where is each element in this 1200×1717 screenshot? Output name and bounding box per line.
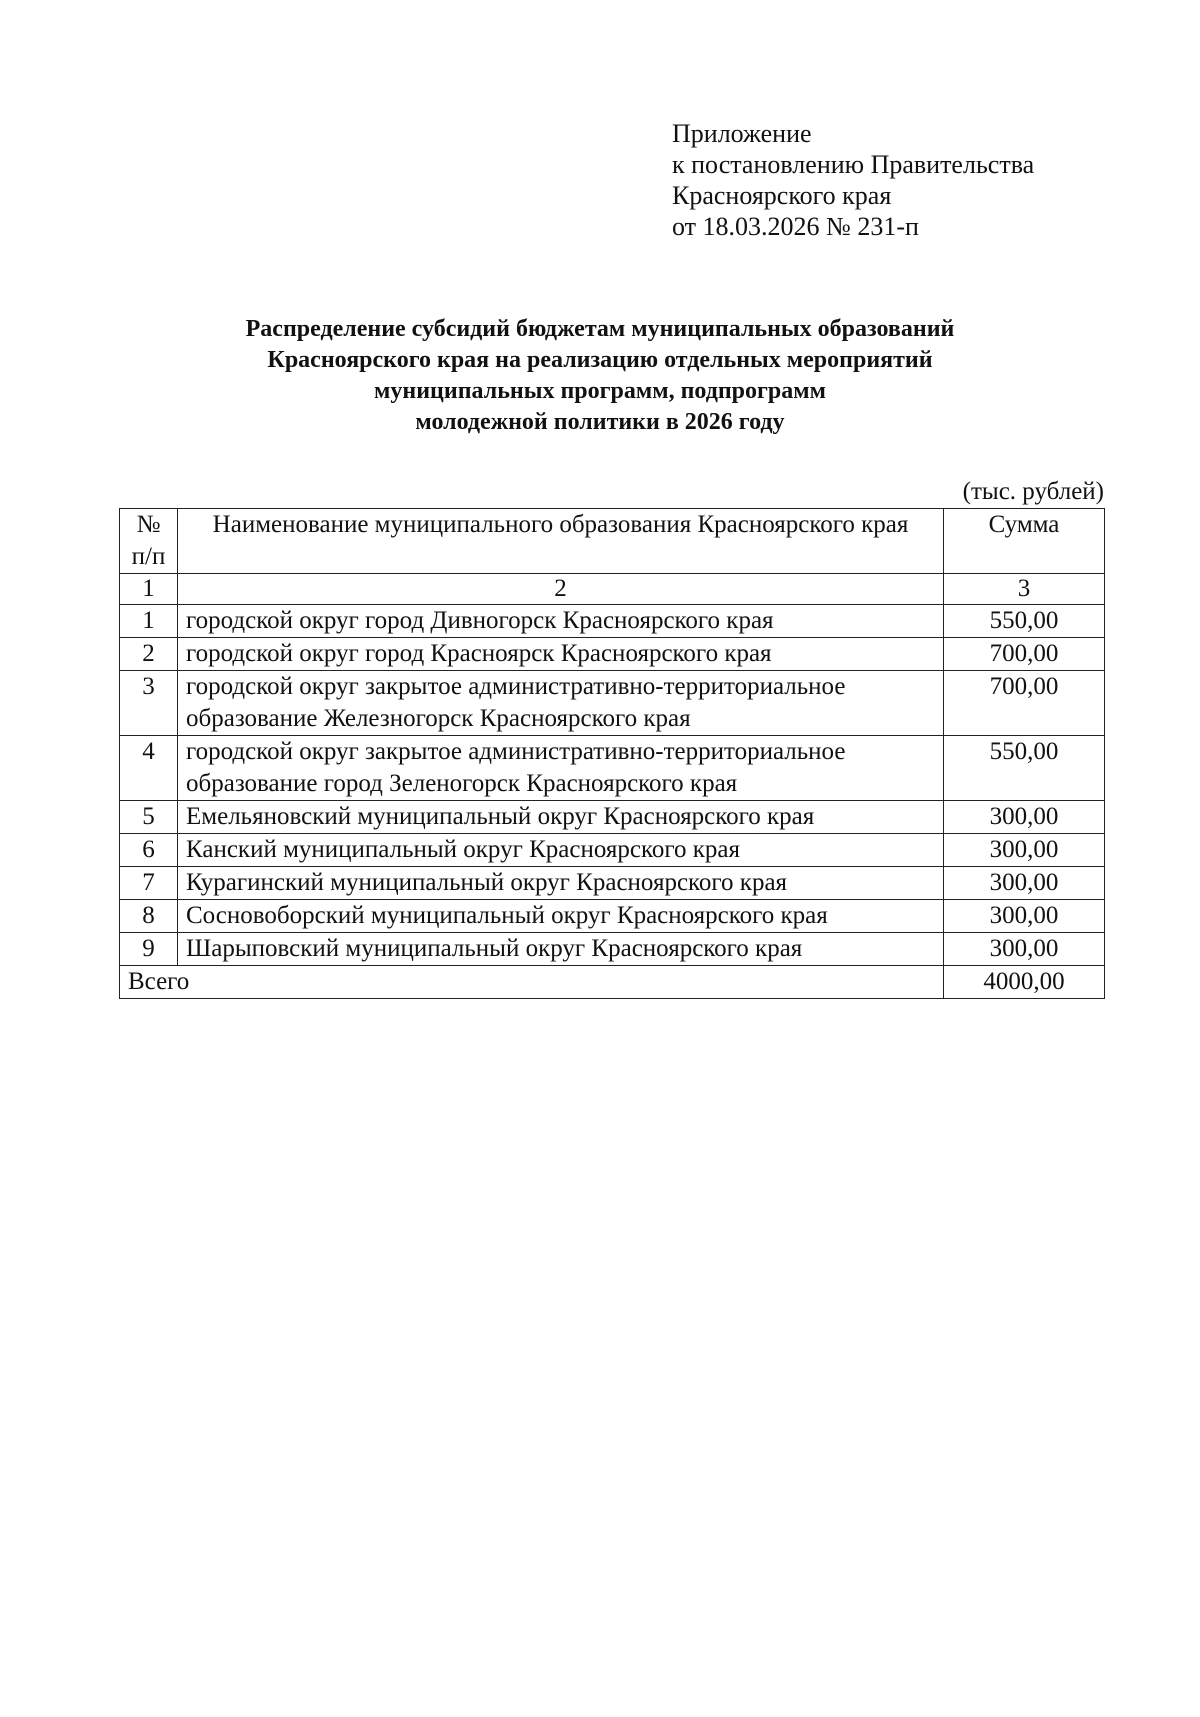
row-name: городской округ закрытое административно-территориальное образование Железногорск Красноярского края xyxy=(178,671,944,736)
row-name: Сосновоборский муниципальный округ Красноярского края xyxy=(178,900,944,933)
column-index: 3 xyxy=(944,574,1105,605)
table-row xyxy=(120,867,1105,900)
title-line: Распределение субсидий бюджетам муниципальных образований xyxy=(245,316,955,342)
row-name: Канский муниципальный округ Красноярского края xyxy=(178,834,944,867)
row-num: 9 xyxy=(120,933,178,966)
row-sum: 300,00 xyxy=(944,867,1105,900)
row-sum: 300,00 xyxy=(944,801,1105,834)
row-num: 8 xyxy=(120,900,178,933)
table-row xyxy=(120,801,1105,834)
appendix-line: Приложение xyxy=(672,119,812,148)
row-num: 7 xyxy=(120,867,178,900)
row-name: Емельяновский муниципальный округ Красноярского края xyxy=(178,801,944,834)
row-sum: 300,00 xyxy=(944,900,1105,933)
total-label: Всего xyxy=(120,966,944,999)
table-header-row xyxy=(120,509,1105,574)
title-line: молодежной политики в 2026 году xyxy=(415,409,785,435)
row-num: 6 xyxy=(120,834,178,867)
allocation-table xyxy=(119,508,1105,999)
appendix-block xyxy=(672,118,1034,242)
row-num: 3 xyxy=(120,671,178,736)
total-sum: 4000,00 xyxy=(944,966,1105,999)
table-row xyxy=(120,736,1105,801)
row-num: 2 xyxy=(120,638,178,671)
row-sum: 550,00 xyxy=(944,605,1105,638)
row-name: городской округ закрытое административно-территориальное образование город Зеленогорск Красноярского края xyxy=(178,736,944,801)
table-row xyxy=(120,638,1105,671)
column-index: 2 xyxy=(178,574,944,605)
row-sum: 300,00 xyxy=(944,933,1105,966)
row-sum: 550,00 xyxy=(944,736,1105,801)
table-row xyxy=(120,834,1105,867)
document-title xyxy=(120,314,1080,438)
total-row xyxy=(120,966,1105,999)
title-line: муниципальных программ, подпрограмм xyxy=(374,378,826,404)
table-row xyxy=(120,605,1105,638)
column-index-row xyxy=(120,574,1105,605)
header-num: № п/п xyxy=(120,509,178,574)
row-name: городской округ город Дивногорск Красноярского края xyxy=(178,605,944,638)
row-num: 5 xyxy=(120,801,178,834)
row-num: 4 xyxy=(120,736,178,801)
appendix-line: Красноярского края xyxy=(672,181,892,210)
row-num: 1 xyxy=(120,605,178,638)
table-row xyxy=(120,900,1105,933)
units-label: (тыс. рублей) xyxy=(962,478,1104,505)
header-name: Наименование муниципального образования Красноярского края xyxy=(178,509,944,574)
title-line: Красноярского края на реализацию отдельных мероприятий xyxy=(267,347,933,373)
column-index: 1 xyxy=(120,574,178,605)
row-sum: 300,00 xyxy=(944,834,1105,867)
row-sum: 700,00 xyxy=(944,638,1105,671)
table-row xyxy=(120,671,1105,736)
appendix-line: к постановлению Правительства xyxy=(672,150,1035,179)
row-name: Шарыповский муниципальный округ Красноярского края xyxy=(178,933,944,966)
header-sum: Сумма xyxy=(944,509,1105,574)
row-name: Курагинский муниципальный округ Красноярского края xyxy=(178,867,944,900)
row-name: городской округ город Красноярск Красноярского края xyxy=(178,638,944,671)
table-row xyxy=(120,933,1105,966)
row-sum: 700,00 xyxy=(944,671,1105,736)
appendix-line: от 18.03.2026 № 231-п xyxy=(672,212,919,241)
